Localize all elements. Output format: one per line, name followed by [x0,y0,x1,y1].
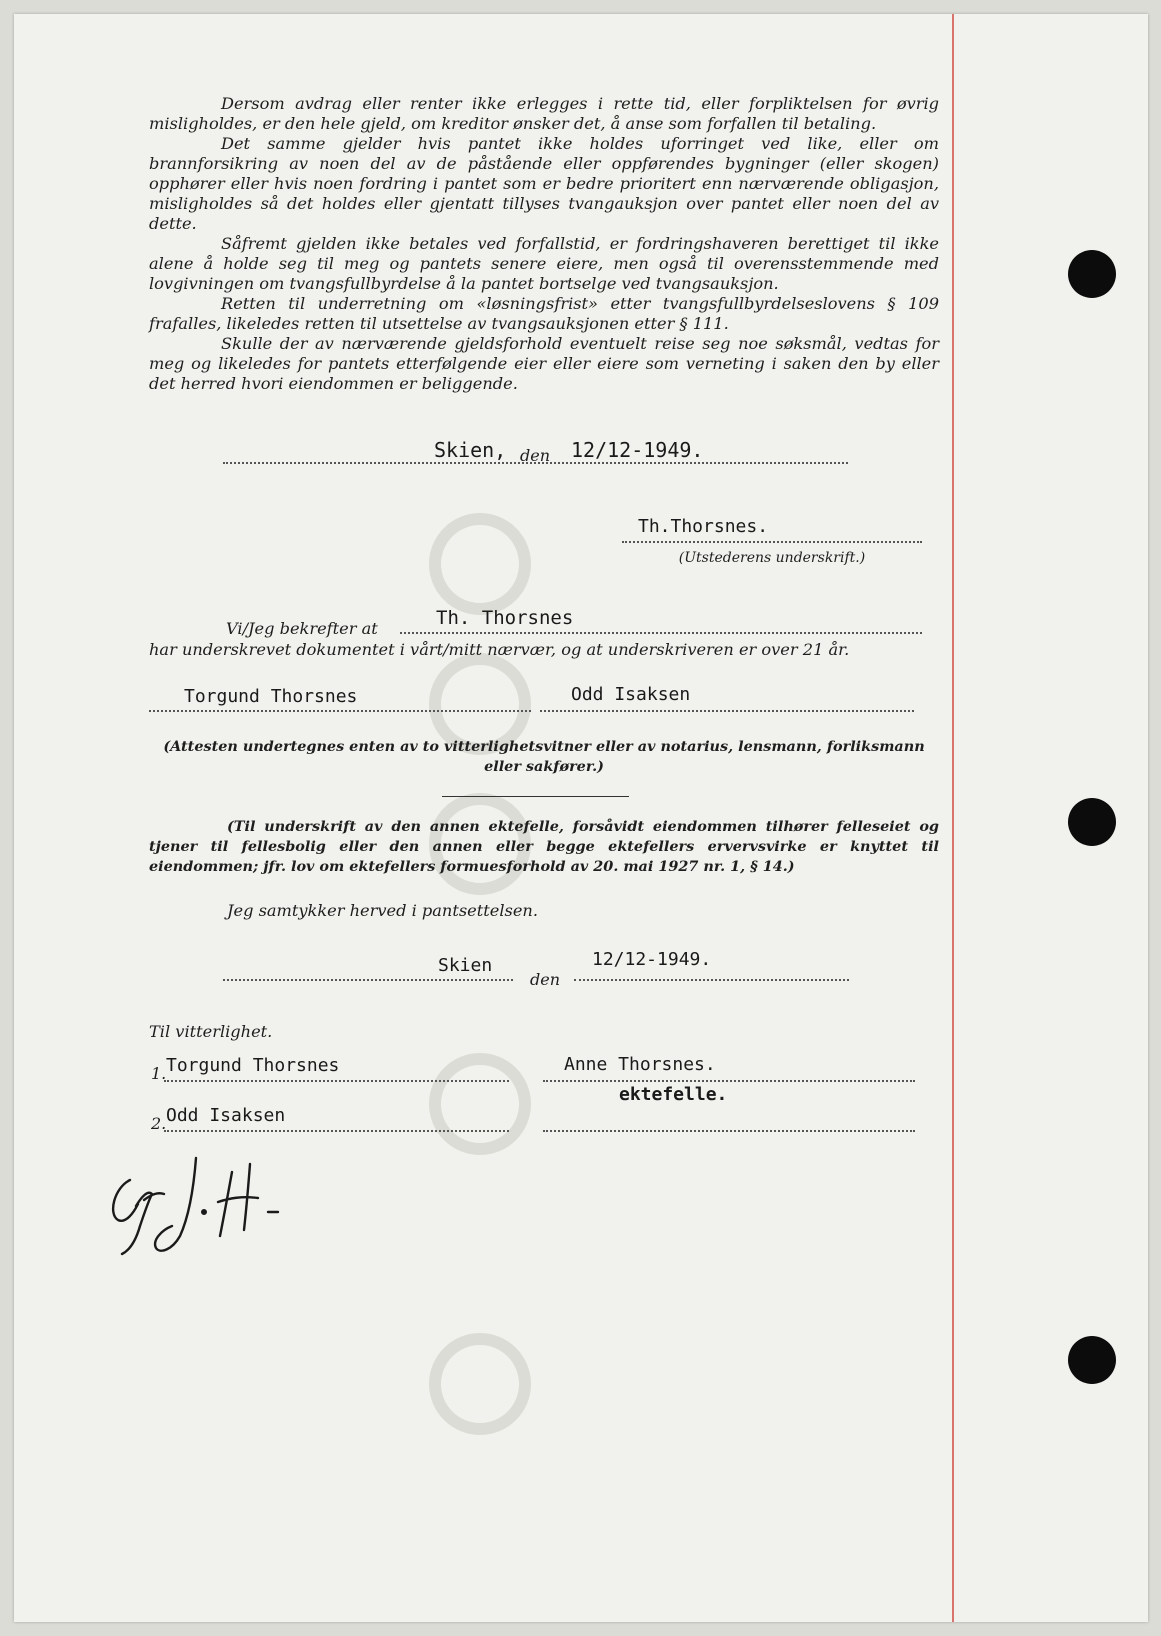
spouse-note: (Til underskrift av den annen ektefelle, forsåvidt eiendommen tilhører felleseiet og tjener til fellesbolig eller den annen eller begge ektefellers ervervsvirke er knyttet til eiendommen; jfr. lov om ektefellers formuesforhold av 20. mai 1927 nr. 1, § 14.) [149,818,939,875]
terms-paragraph-3: Såfremt gjelden ikke betales ved forfallstid, er fordringshaveren berettiget til ikke alene å holde seg til meg og pantets senere eiere, men også til overensstemmende med lovgivningen om tvangsfullbyrdelse å la pantet bortselge ved tvangsauksjon. [149,234,939,293]
spouse-signature-name: Anne Thorsnes. [564,1054,716,1075]
issue-date: 12/12-1949. [571,438,704,462]
issuer-caption: (Utstederens underskrift.) [678,550,866,566]
spouse-date-line [574,979,849,981]
handwritten-initials [100,1154,290,1259]
witness-1-line [164,1080,509,1082]
spouse-den-label: den [530,970,561,989]
issuer-name: Th.Thorsnes. [638,516,769,537]
attest-witness-2-line [540,710,914,712]
terms-paragraph-5: Skulle der av nærværende gjeldsforhold eventuelt reise seg noe søksmål, vedtas for meg og likeledes for pantets etterfølgende eier eller eiere som verneting i saken den by eller det herred hvori eiendommen er beliggende. [149,334,939,393]
punch-hole-top [1068,250,1116,298]
margin-rule [952,14,954,1622]
punch-hole-middle [1068,798,1116,846]
attest-witness-1: Torgund Thorsnes [184,686,358,707]
attest-witness-2: Odd Isaksen [571,684,691,705]
issue-place: Skien, [434,438,507,462]
spouse-role-line [543,1130,915,1132]
confirmation-prefix: Vi/Jeg bekrefter at [226,619,378,638]
terms-paragraph-1: Dersom avdrag eller renter ikke erlegges i rette tid, eller forpliktelsen for øvrig misligholdes, er den hele gjeld, om kreditor ønsker det, å anse som forfallen til betaling. [149,94,939,133]
terms-paragraph-4: Retten til underretning om «løsningsfrist» etter tvangsfullbyrdelseslovens § 109 frafalles, likeledes retten til utsettelse av tvangsauksjonen etter § 111. [149,294,939,333]
confirmation-name-line [400,632,922,634]
loan-terms [149,94,939,394]
spouse-signature-line [543,1080,915,1082]
confirmation-name: Th. Thorsnes [436,607,574,629]
punch-hole-bottom [1068,1336,1116,1384]
attest-note: (Attesten undertegnes enten av to vitterlighetsvitner eller av notarius, lensmann, forliksmann eller sakfører.) [163,738,925,775]
witness-2-line [164,1130,509,1132]
witness-number-2: 2. [151,1114,167,1133]
spouse-role: ektefelle. [619,1084,728,1105]
section-divider [442,796,629,797]
issue-line [223,462,848,464]
document-page [14,14,1148,1622]
attest-witness-1-line [149,710,531,712]
confirmation-statement: har underskrevet dokumentet i vårt/mitt nærvær, og at underskriveren er over 21 år. [149,640,850,659]
issuer-signature-line [622,541,922,543]
witness-2-name: Odd Isaksen [166,1105,286,1126]
spouse-consent: Jeg samtykker herved i pantsettelsen. [227,901,538,920]
spouse-date: 12/12-1949. [592,949,712,970]
witnesses-label: Til vitterlighet. [149,1022,273,1041]
witness-1-name: Torgund Thorsnes [166,1055,340,1076]
terms-paragraph-2: Det samme gjelder hvis pantet ikke holdes uforringet ved like, eller om brannforsikring av noen del av de påstående eller oppførendes bygninger (eller skogen) opphører eller hvis noen fordring i pantet som er bedre prioritert enn nærværende obligasjon, misligholdes så det holdes eller gjentatt tillyses tvangauksjon over pantet eller noen del av dette. [149,134,939,233]
spouse-place-line [223,979,513,981]
issue-den-label: den [520,446,551,465]
witness-number-1: 1. [151,1064,167,1083]
spouse-place: Skien [438,955,493,976]
